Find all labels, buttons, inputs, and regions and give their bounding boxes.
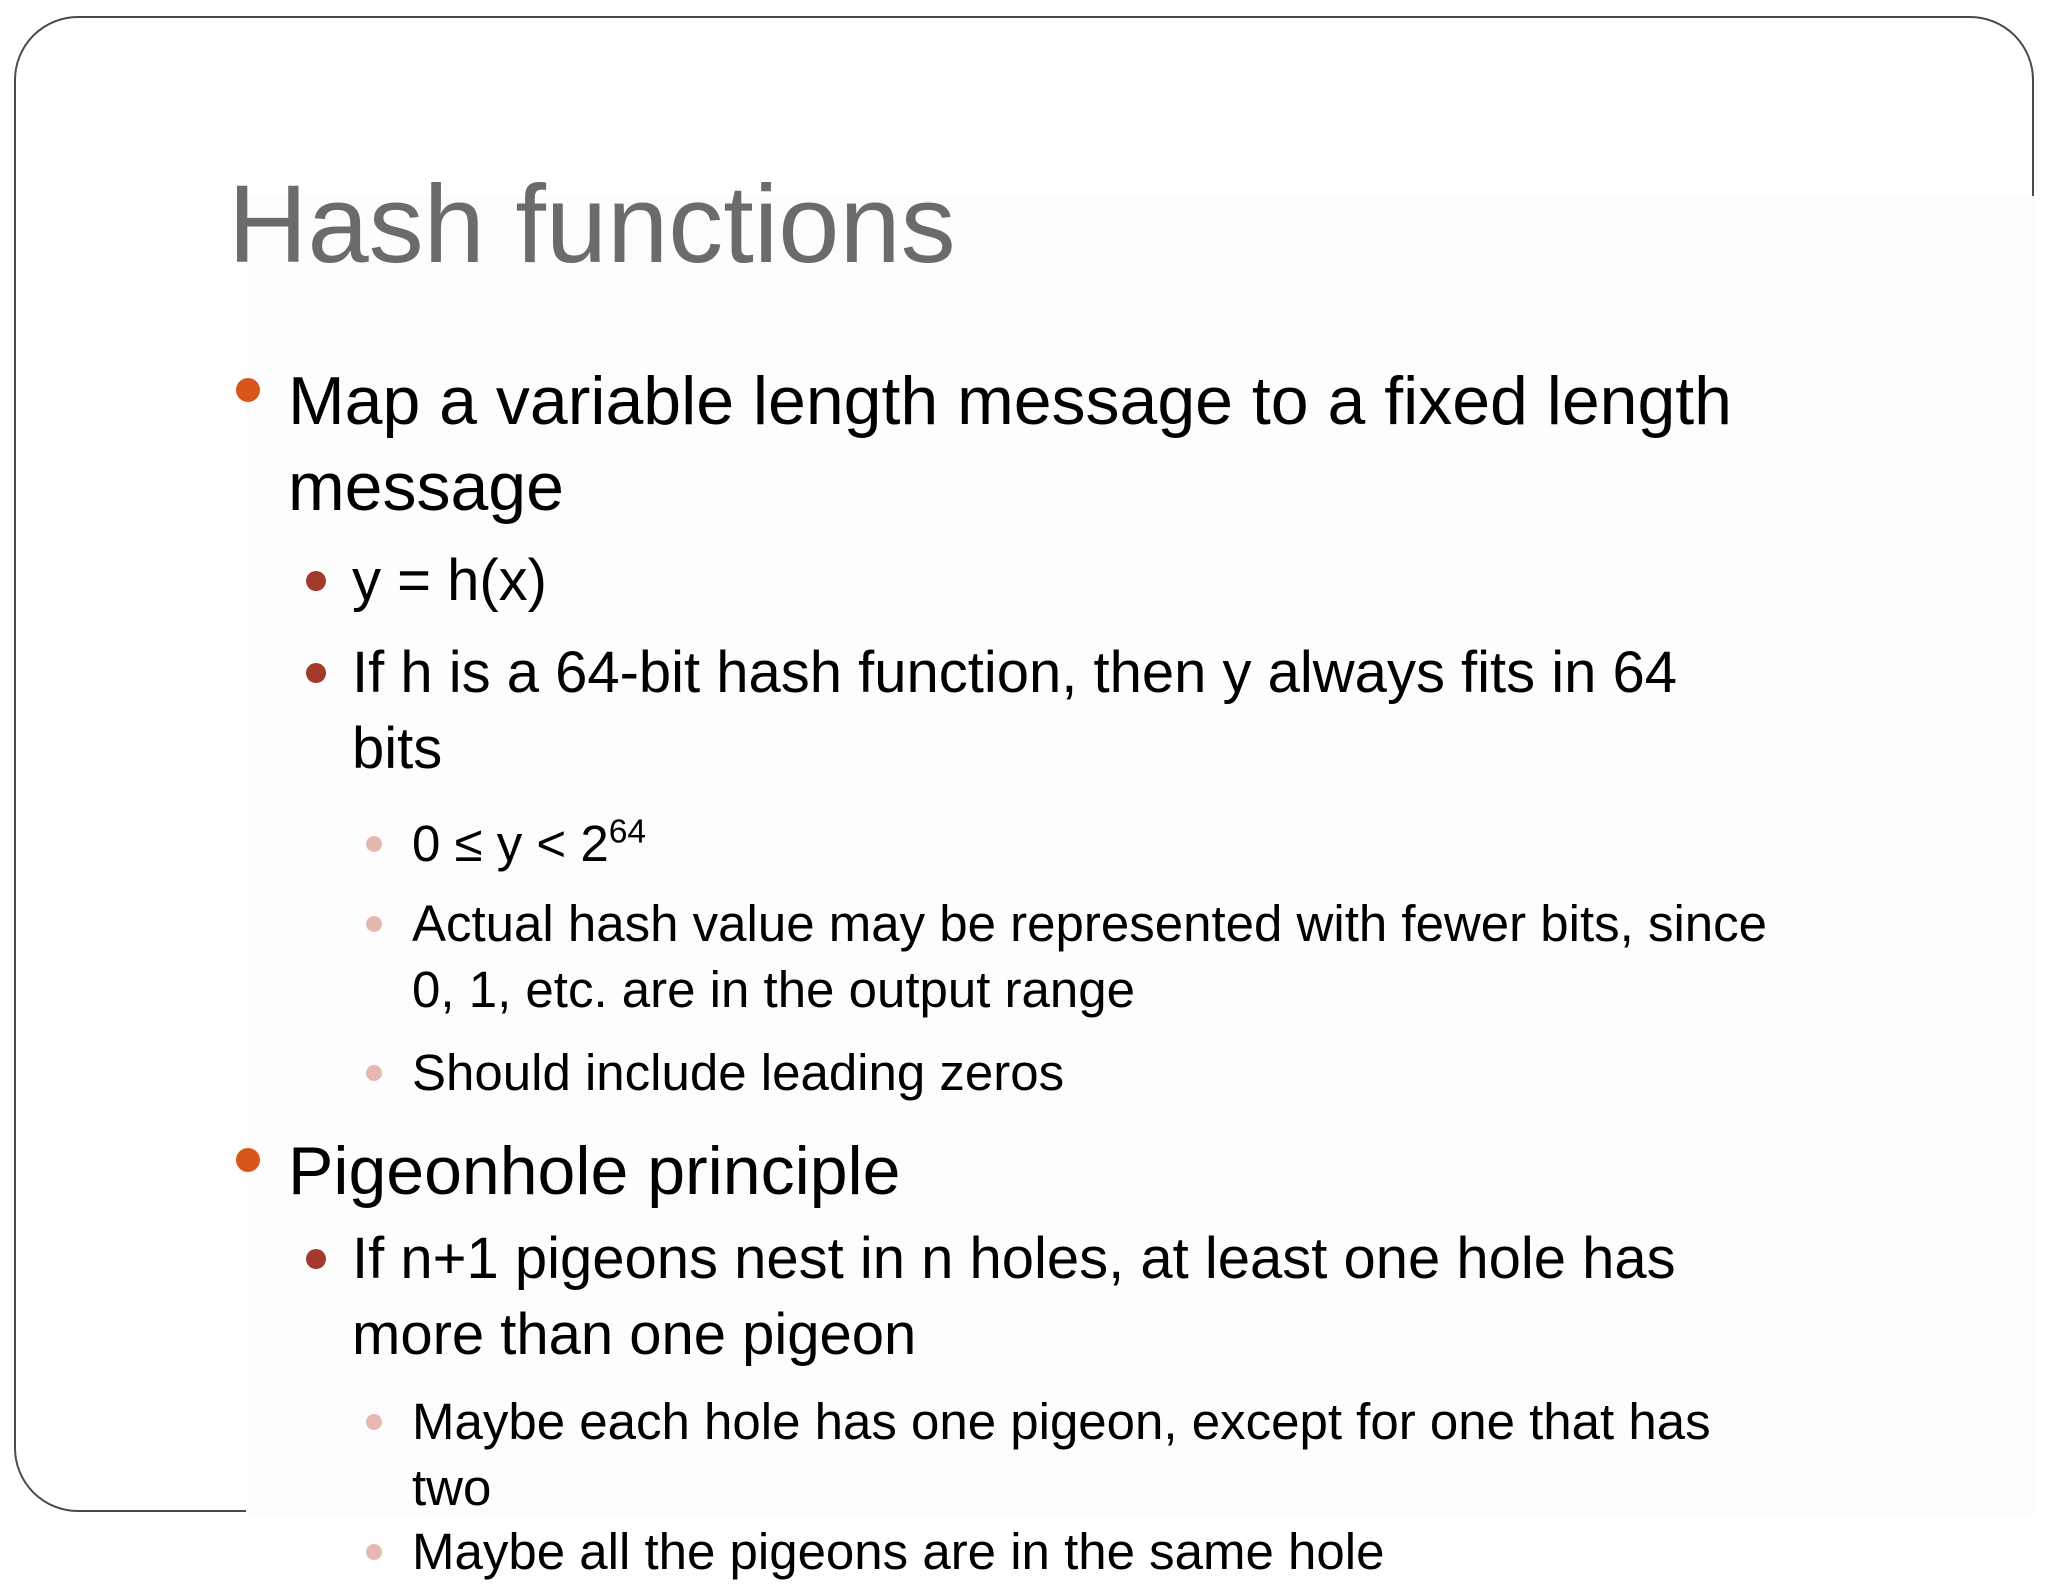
bullet-marker-level1 bbox=[236, 378, 260, 402]
bullet-marker-level1 bbox=[236, 1148, 260, 1172]
bullet-list bbox=[16, 18, 2032, 1580]
inequality-base: 0 ≤ y < 2 bbox=[412, 815, 609, 872]
bullet-marker-level2 bbox=[306, 571, 326, 591]
slide-title: Hash functions bbox=[228, 163, 956, 286]
bullet-marker-level2 bbox=[306, 1249, 326, 1269]
bullet-text-level1 bbox=[288, 1128, 900, 1214]
bullet-text-level2 bbox=[352, 543, 547, 619]
bullet-line: message bbox=[288, 449, 564, 525]
bullet-line: Map a variable length message to a fixed length bbox=[288, 363, 1733, 439]
bullet-line: Maybe each hole has one pigeon, except for one that has bbox=[412, 1393, 1711, 1450]
bullet-marker-level3 bbox=[366, 1414, 382, 1430]
bullet-text-level3 bbox=[412, 1389, 1711, 1521]
bullet-line: Actual hash value may be represented with fewer bits, since bbox=[412, 895, 1768, 952]
bullet-line: bits bbox=[352, 716, 443, 781]
bullet-line: two bbox=[412, 1459, 492, 1516]
bullet-line: If n+1 pigeons nest in n holes, at least one hole has bbox=[352, 1226, 1676, 1291]
bullet-marker-level2 bbox=[306, 663, 326, 683]
bullet-line: more than one pigeon bbox=[352, 1302, 917, 1367]
bullet-text-level3 bbox=[412, 811, 646, 877]
bullet-line: y = h(x) bbox=[352, 548, 547, 613]
bullet-marker-level3 bbox=[366, 1544, 382, 1560]
bullet-line: 0, 1, etc. are in the output range bbox=[412, 961, 1135, 1018]
bullet-line: Maybe all the pigeons are in the same hole bbox=[412, 1523, 1385, 1580]
bullet-line: Pigeonhole principle bbox=[288, 1133, 901, 1209]
bullet-text-level3 bbox=[412, 1040, 1064, 1106]
bullet-text-level3 bbox=[412, 1519, 1384, 1585]
bullet-line: If h is a 64-bit hash function, then y always fits in 64 bbox=[352, 640, 1678, 705]
bullet-marker-level3 bbox=[366, 916, 382, 932]
bullet-text-level2 bbox=[352, 635, 1677, 787]
bullet-marker-level3 bbox=[366, 836, 382, 852]
bullet-text-level2 bbox=[352, 1221, 1676, 1373]
slide-frame bbox=[14, 16, 2034, 1580]
bullet-text-level1 bbox=[288, 358, 1732, 530]
exponent: 64 bbox=[608, 813, 647, 851]
bullet-marker-level3 bbox=[366, 1065, 382, 1081]
bullet-text-level3 bbox=[412, 891, 1767, 1023]
bullet-line: Should include leading zeros bbox=[412, 1044, 1065, 1101]
